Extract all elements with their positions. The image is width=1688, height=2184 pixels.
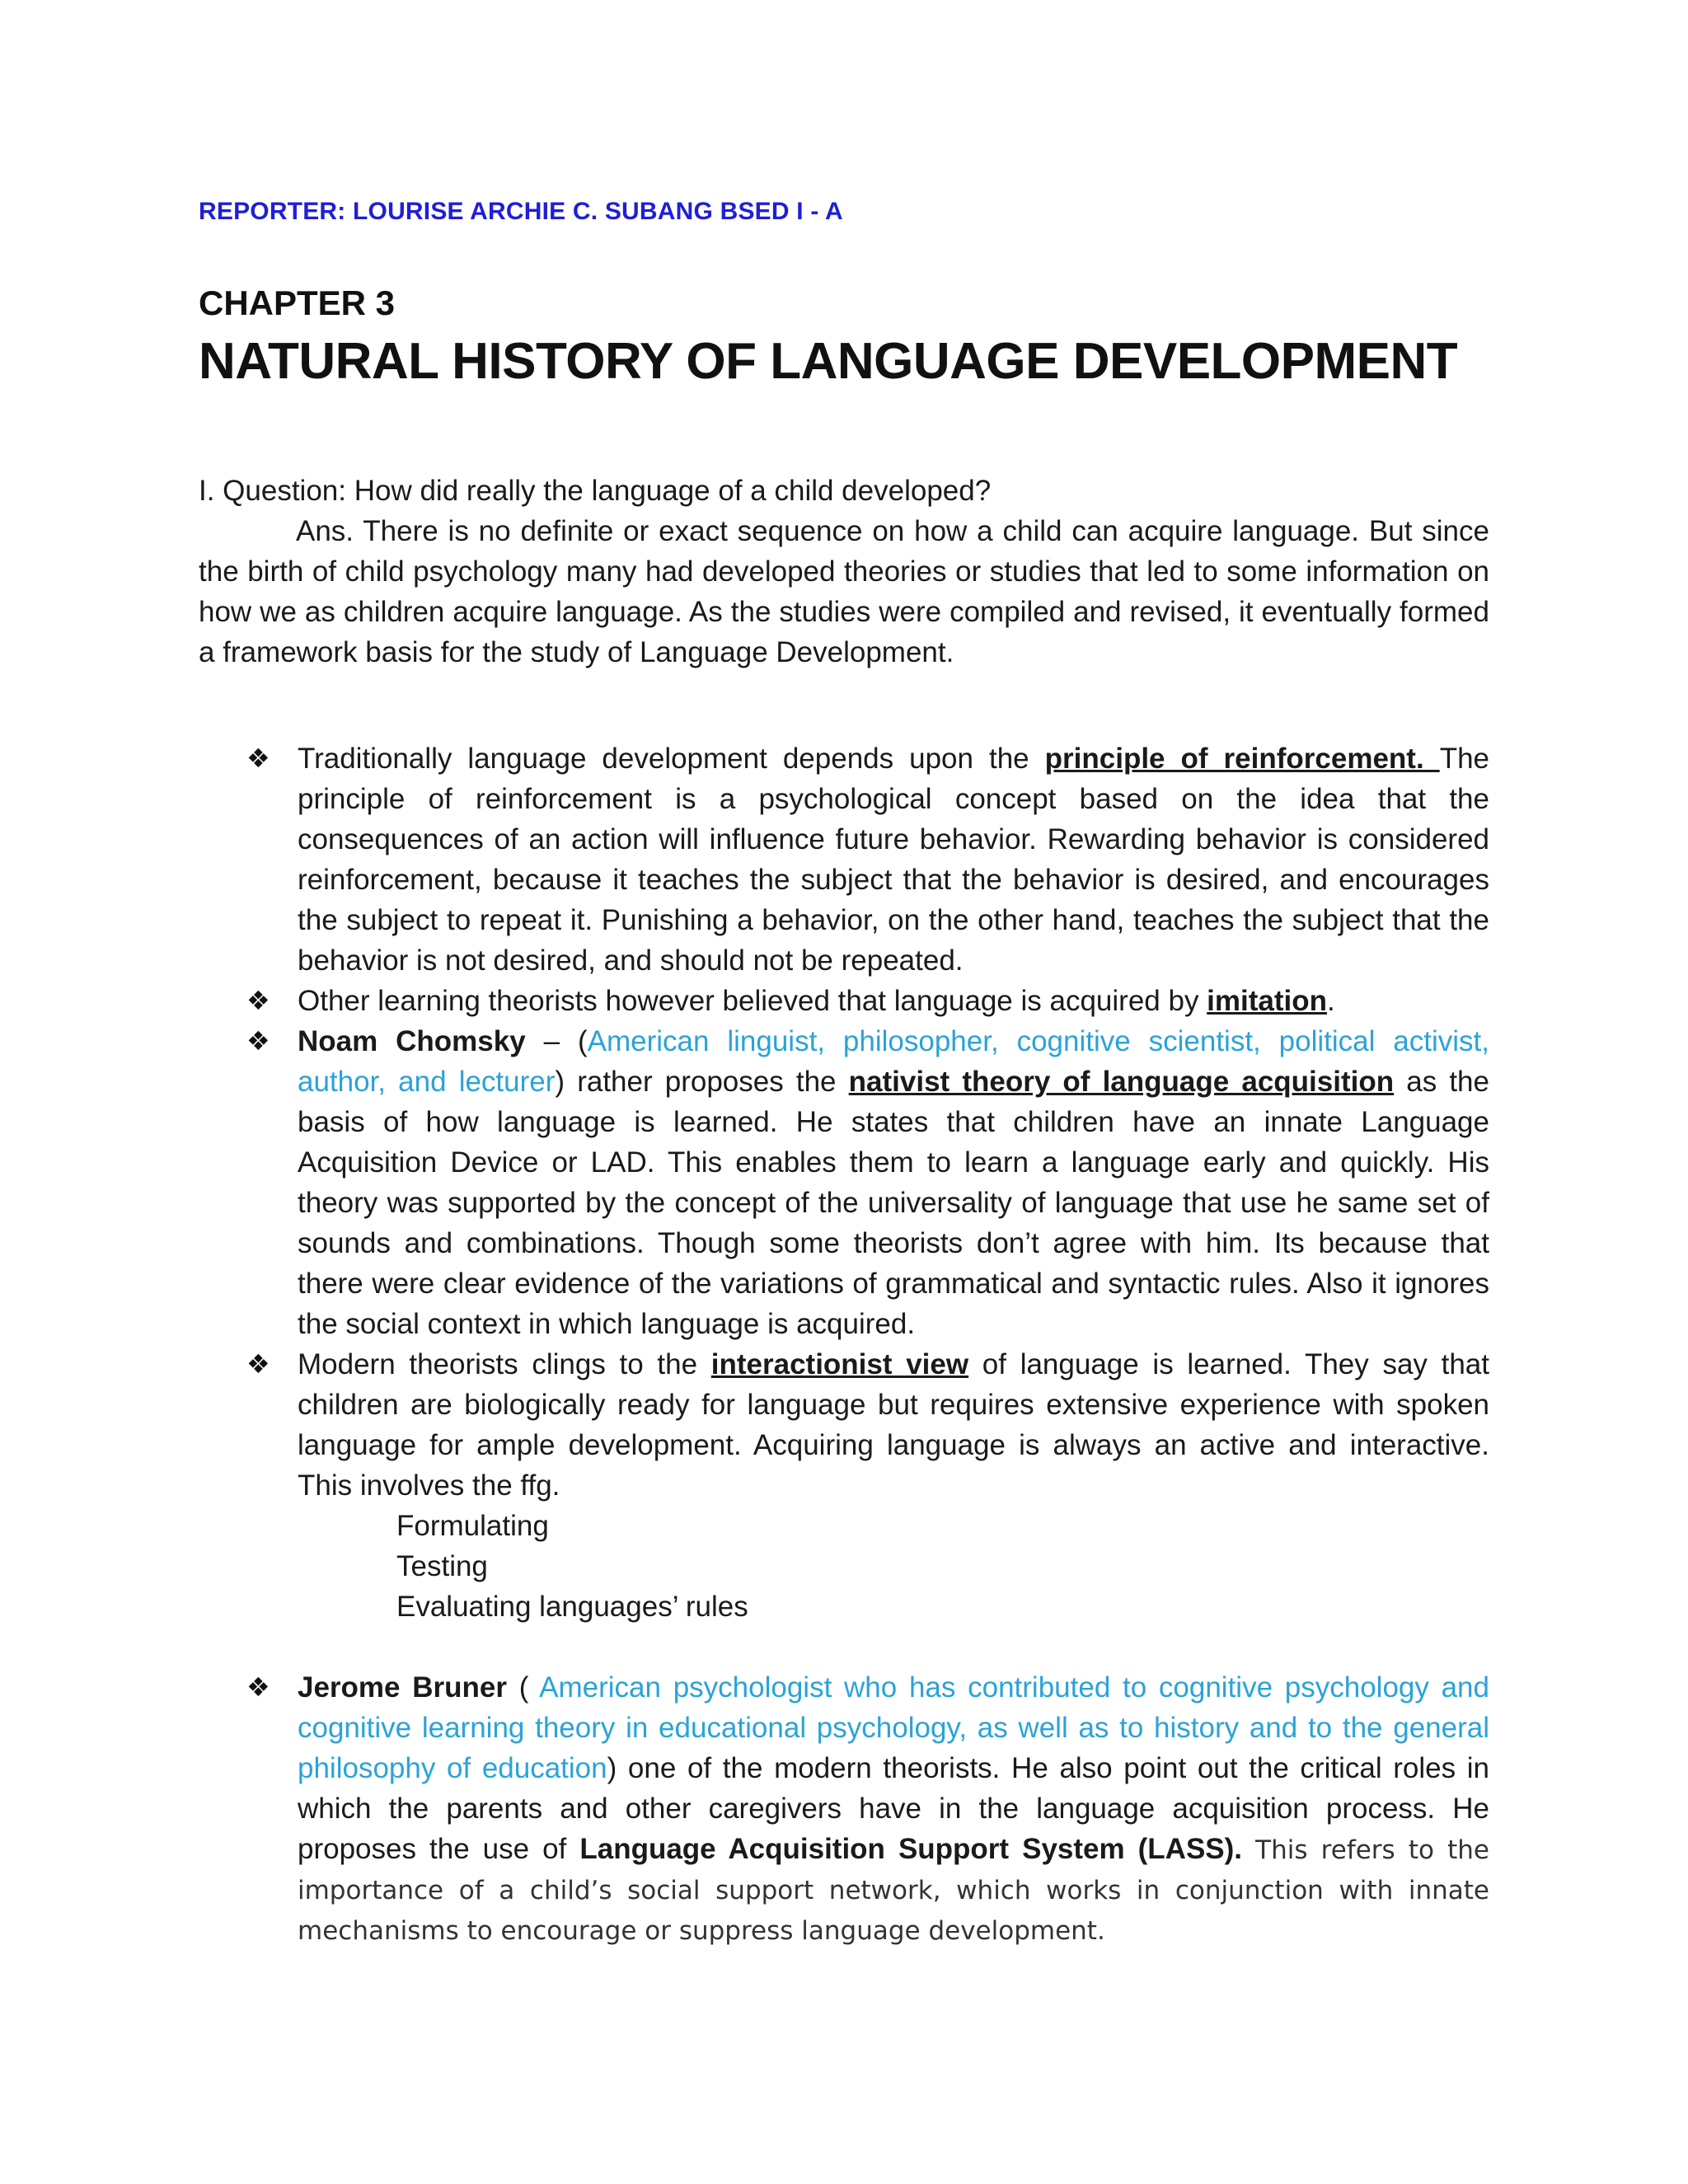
imitation-period: . <box>1327 985 1335 1017</box>
bruner-name: Jerome Bruner <box>298 1671 507 1704</box>
imitation-keyword: imitation <box>1207 985 1327 1017</box>
reporter-line: REPORTER: LOURISE ARCHIE C. SUBANG BSED I - A <box>199 198 843 225</box>
ffg-item-evaluating: Evaluating languages’ rules <box>396 1591 748 1623</box>
interactionist-intro: Modern theorists clings to the <box>298 1348 711 1380</box>
answer-paragraph: Ans. There is no definite or exact sequence on how a child can acquire language. But since the birth of child psychology many had developed theories or studies that led to some information on how we as children acquire language. As the studies were compiled and revised, it eventually formed a framework basis for the study of Language Development. <box>199 515 1489 668</box>
ffg-item-formulating: Formulating <box>396 1510 549 1542</box>
interactionist-keyword: interactionist view <box>710 1348 969 1380</box>
list-item-chomsky <box>199 1021 1489 1344</box>
bruner-description: American psychologist who has contributed to cognitive psychology and cognitive learning theory in educational psychology, as well as to history and to the general philosophy of education <box>298 1671 1489 1784</box>
reinforcement-intro: Traditionally language development depends upon the <box>298 743 1045 775</box>
ffg-sublist <box>298 1506 1489 1627</box>
chomsky-mid: ) rather proposes the <box>555 1066 849 1098</box>
question-text: I. Question: How did really the language of a child developed? <box>199 475 992 507</box>
four-diamond-bullet-icon: ❖ <box>246 986 270 1015</box>
four-diamond-bullet-icon: ❖ <box>246 1672 270 1702</box>
lass-description: This refers to the importance of a child’s social support network, which works in conjunction with innate mechanisms to encourage or suppress language development. <box>298 1835 1490 1946</box>
interactionist-body: of language is learned. They say that children are biologically ready for language but requires extensive experience with spoken language for ample development. Acquiring language is always an active and interactive. This involves the ffg. <box>298 1348 1489 1502</box>
theories-list <box>199 738 1489 1950</box>
chapter-heading: CHAPTER 3 <box>199 284 396 322</box>
reinforcement-keyword: principle of reinforcement. <box>1044 743 1440 775</box>
four-diamond-bullet-icon: ❖ <box>246 1026 270 1056</box>
chomsky-body: as the basis of how language is learned. He states that children have an innate Language Acquisition Device or LAD. This enables them to learn a language early and quickly. His theory was supported by the concept of the universality of language that use he same set of sounds and combinations. Though some theorists don’t agree with him. Its because that there were clear evidence of the variations of grammatical and syntactic rules. Also it ignores the social context in which language is acquired. <box>298 1066 1489 1340</box>
four-diamond-bullet-icon: ❖ <box>246 1349 270 1379</box>
spacer <box>298 1627 1489 1667</box>
chomsky-dash: – ( <box>525 1025 588 1057</box>
question-section <box>199 471 1489 673</box>
list-item-imitation <box>199 981 1489 1021</box>
list-item-interactionist <box>199 1344 1489 1667</box>
imitation-intro: Other learning theorists however believed that language is acquired by <box>298 985 1207 1017</box>
ffg-item-testing: Testing <box>396 1550 488 1582</box>
nativist-keyword: nativist theory of language acquisition <box>848 1066 1395 1098</box>
four-diamond-bullet-icon: ❖ <box>246 743 270 773</box>
reinforcement-body: The principle of reinforcement is a psychological concept based on the idea that the consequences of an action will influence future behavior. Rewarding behavior is considered reinforcement, because it teaches the subject that the behavior is desired, and encourages the subject to repeat it. Punishing a behavior, on the other hand, teaches the subject that the behavior is not desired, and should not be repeated. <box>298 743 1489 977</box>
chomsky-name: Noam Chomsky <box>298 1025 526 1057</box>
bruner-mid: ) one of the modern theorists. He also point out the critical roles in which the parents and other caregivers have in the language acquisition process. He proposes the use of <box>298 1752 1489 1865</box>
page-title: NATURAL HISTORY OF LANGUAGE DEVELOPMENT <box>199 333 1458 390</box>
list-item-bruner <box>199 1667 1489 1950</box>
list-item-reinforcement <box>199 738 1489 981</box>
lass-keyword: Language Acquisition Support System (LASS). <box>579 1833 1243 1865</box>
chomsky-description: American linguist, philosopher, cognitive scientist, political activist, author, and lecturer <box>298 1025 1489 1098</box>
bruner-open: ( <box>506 1671 540 1704</box>
